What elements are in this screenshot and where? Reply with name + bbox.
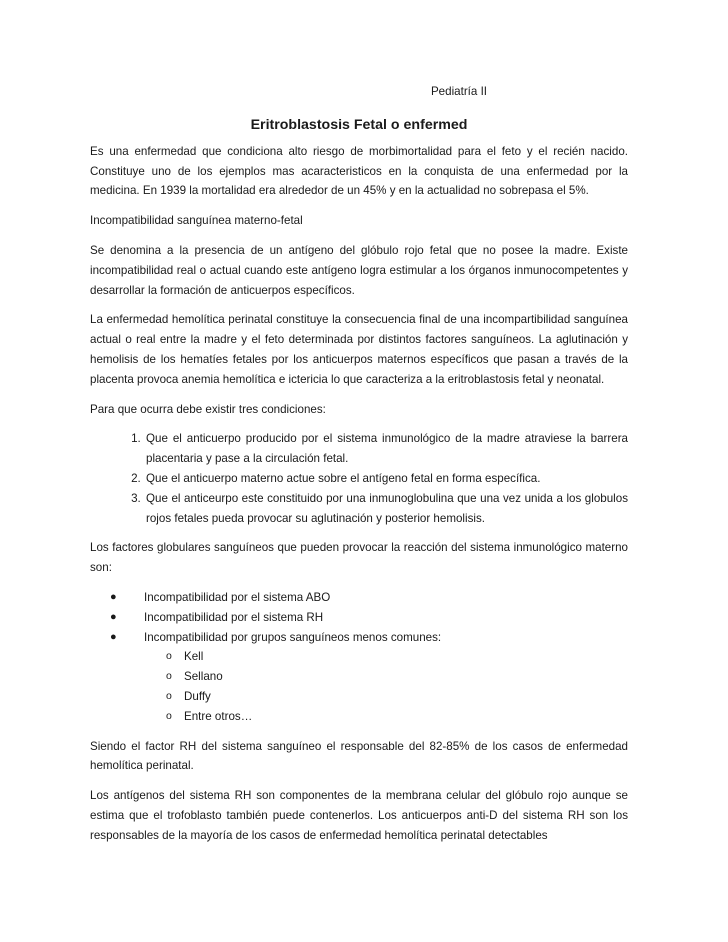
paragraph-rh-antigens: Los antígenos del sistema RH son componentes de la membrana celular del glóbulo rojo aunque se estima que el trofoblasto también puede contenerlos. Los anticuerpos anti-D del sistema RH son los responsables de la mayoría de los casos de enfermedad hemolítica perinatal detectables xyxy=(90,789,628,842)
document-title: Eritroblastosis Fetal o enfermed xyxy=(250,116,468,133)
circle-bullet-icon: o xyxy=(166,689,172,702)
circle-bullet-icon: o xyxy=(166,709,172,722)
subfactors-list xyxy=(144,647,628,726)
paragraph-definition: Se denomina a la presencia de un antígeno del glóbulo rojo fetal que no posee la madre. Existe incompatibilidad real o actual cuando este antígeno logra estimular a los órganos inmunocompetentes y desarrollar la formación de anticuerpos específicos. xyxy=(90,243,628,297)
bullet-icon: ● xyxy=(110,630,117,643)
bullet-icon: ● xyxy=(110,590,117,603)
paragraph-conditions-intro: Para que ocurra debe existir tres condiciones: xyxy=(90,402,326,416)
list-item: ● Incompatibilidad por grupos sanguíneos menos comunes: o Kell o Sellano o Duffy o Entre otros… xyxy=(90,628,628,727)
circle-bullet-icon: o xyxy=(166,670,172,683)
bullet-icon: ● xyxy=(110,610,117,623)
paragraph-factors-intro: Los factores globulares sanguíneos que pueden provocar la reacción del sistema inmunológico materno son: xyxy=(90,541,628,575)
paragraph-rh-factor: Siendo el factor RH del sistema sanguíneo el responsable del 82-85% de los casos de enfermedad hemolítica perinatal. xyxy=(90,739,628,773)
list-item: 1. Que el anticuerpo producido por el sistema inmunológico de la madre atraviese la barrera placentaria y pase a la circulación fetal. xyxy=(144,429,628,469)
section-heading: Incompatibilidad sanguínea materno-fetal xyxy=(90,214,303,228)
list-item: ● Incompatibilidad por el sistema RH xyxy=(90,608,628,628)
list-item: o Duffy xyxy=(144,687,628,707)
list-item: o Kell xyxy=(144,647,628,667)
list-item: o Sellano xyxy=(144,667,628,687)
paragraph-hemolytic-disease: La enfermedad hemolítica perinatal constituye la consecuencia final de una incompartibilidad sanguínea actual o real entre la madre y el feto determinada por distintos factores sanguíneos. La aglutinación y hemolisis de los hematíes fetales por los anticuerpos maternos específicos que pasan a través de la placenta provoca anemia hemolítica e ictericia lo que caracteriza a la eritroblastosis fetal y neonatal. xyxy=(90,313,628,386)
list-item: 3. Que el anticeurpo este constituido por una inmunoglobulina que una vez unida a los globulos rojos fetales pueda provocar su aglutinación y posterior hemolisis. xyxy=(144,489,628,529)
list-item: ● Incompatibilidad por el sistema ABO xyxy=(90,588,628,608)
paragraph-intro: Es una enfermedad que condiciona alto riesgo de morbimortalidad para el feto y el recién nacido. Constituye uno de los ejemplos mas acaracteristicos en la conquista de una enfermedad por la medicina. En 1939 la mortalidad era alrededor de un 45% y en la actualidad no sobrepasa el 5%. xyxy=(90,144,628,198)
page-header: Pediatría II xyxy=(430,85,488,98)
list-item: o Entre otros… xyxy=(144,707,628,727)
circle-bullet-icon: o xyxy=(166,650,172,663)
document-page xyxy=(90,82,628,846)
factors-list xyxy=(90,588,628,727)
conditions-list xyxy=(90,429,628,528)
list-item: 2. Que el anticuerpo materno actue sobre el antígeno fetal en forma específica. xyxy=(144,469,628,489)
